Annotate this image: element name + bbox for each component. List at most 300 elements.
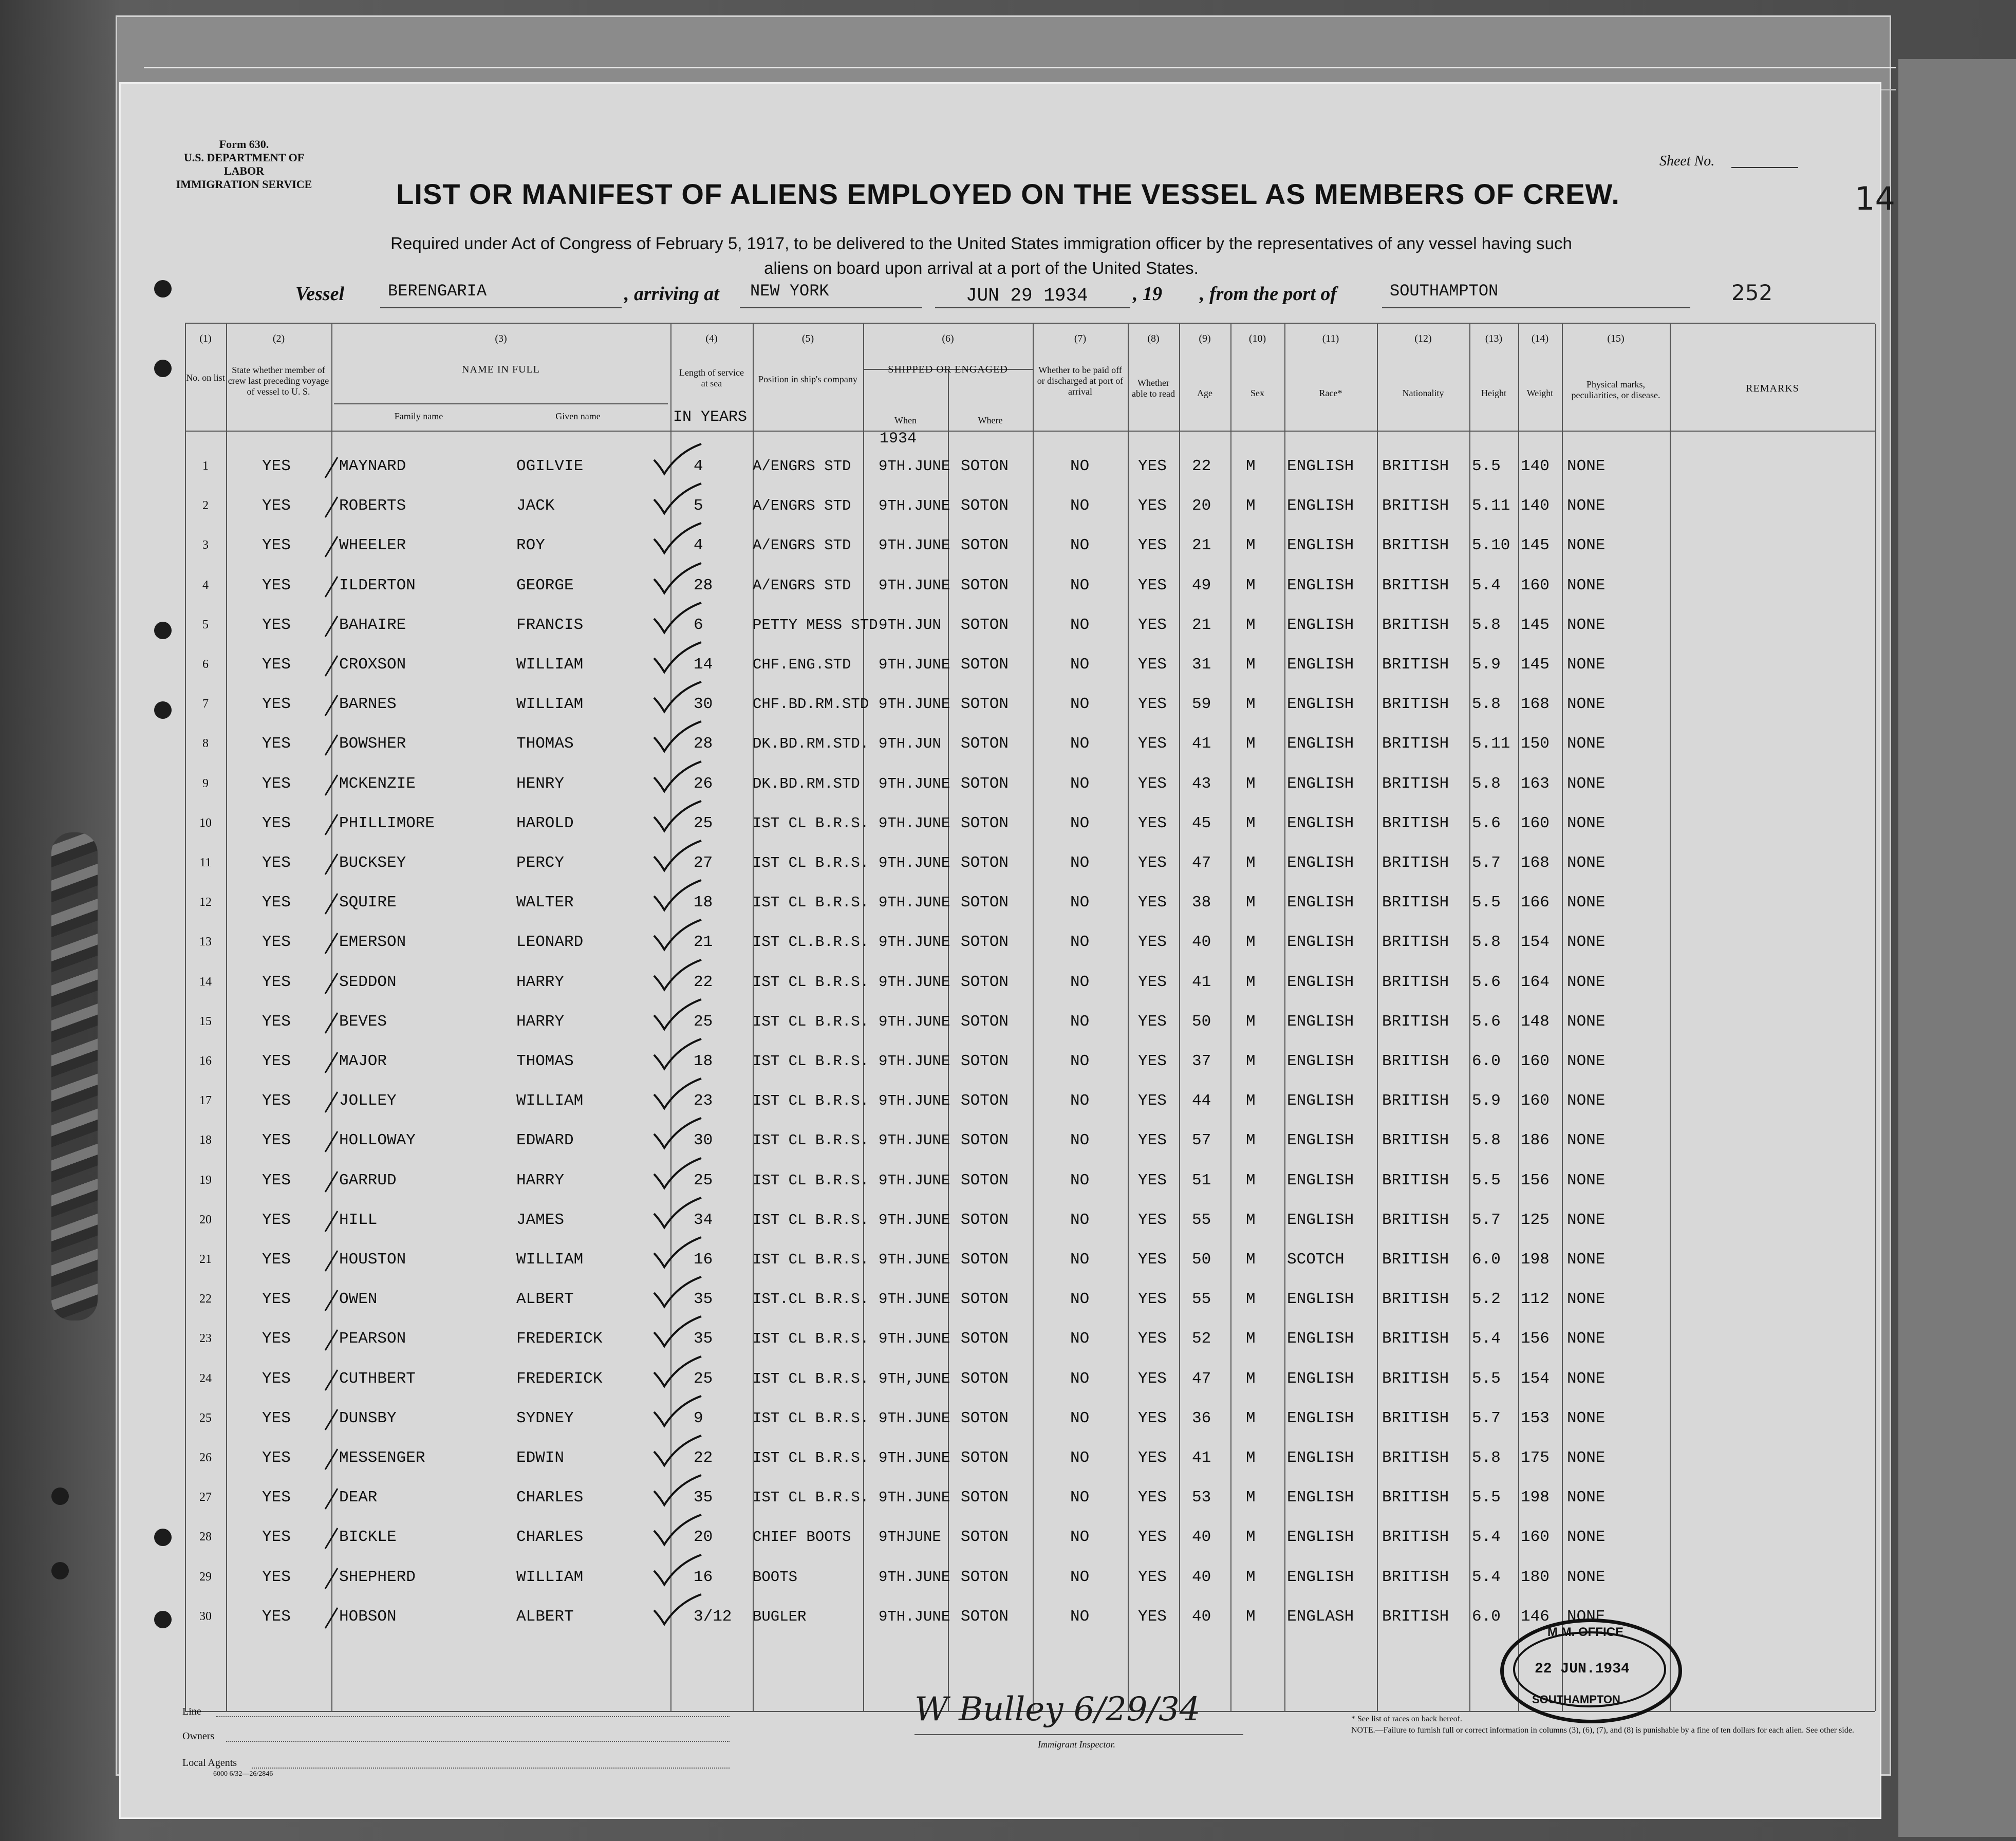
race-cell: ENGLISH (1287, 1052, 1354, 1070)
row-number: 7 (202, 697, 209, 711)
family-name-cell: JOLLEY (339, 1092, 397, 1110)
tally-slash-mark (321, 971, 342, 996)
sex-cell: M (1246, 616, 1256, 634)
given-name-cell: SYDNEY (516, 1409, 574, 1427)
position-cell: A/ENGRS STD (753, 537, 851, 554)
shipped-when-cell: 9TH.JUNE (879, 696, 950, 713)
family-name-cell: HOBSON (339, 1608, 397, 1626)
race-cell: ENGLISH (1287, 1211, 1354, 1229)
service-years-cell: 26 (694, 775, 713, 793)
checkmark-icon (650, 958, 706, 994)
weight-cell: 154 (1521, 933, 1550, 951)
sex-cell: M (1246, 775, 1256, 793)
position-cell: IST CL B.R.S. (753, 1410, 869, 1427)
row-number: 6 (202, 658, 209, 671)
family-name-cell: MAJOR (339, 1052, 387, 1070)
row-number: 22 (199, 1292, 212, 1306)
age-cell: 50 (1192, 1251, 1211, 1269)
checkmark-icon (650, 1473, 706, 1509)
race-cell: ENGLISH (1287, 695, 1354, 713)
header-able-to-read: Whether able to read (1132, 378, 1175, 399)
shipped-year: 1934 (880, 430, 917, 448)
service-years-cell: 35 (694, 1330, 713, 1348)
penalty-note: NOTE.—Failure to furnish full or correct information in columns (3), (6), (7), and (8) is punishable by a fine of ten dollars for each alien. See other side. (1351, 1726, 1854, 1735)
able-to-read-cell: YES (1138, 1489, 1167, 1507)
shipped-where-cell: SOTON (961, 1409, 1009, 1427)
given-name-cell: WILLIAM (516, 656, 584, 674)
given-name-cell: JAMES (516, 1211, 565, 1229)
row-number: 1 (202, 459, 209, 473)
shipped-where-cell: SOTON (961, 1290, 1009, 1308)
weight-cell: 112 (1521, 1290, 1550, 1308)
tally-slash-mark (321, 494, 342, 520)
checkmark-icon (650, 1394, 706, 1430)
row-number: 18 (199, 1133, 212, 1147)
sex-cell: M (1246, 1211, 1256, 1229)
able-to-read-cell: YES (1138, 1013, 1167, 1031)
sex-cell: M (1246, 1290, 1256, 1308)
physical-marks-cell: NONE (1567, 656, 1606, 674)
nationality-cell: BRITISH (1382, 1608, 1449, 1626)
height-cell: 5.8 (1472, 616, 1501, 634)
able-to-read-cell: YES (1138, 854, 1167, 872)
able-to-read-cell: YES (1138, 1568, 1167, 1586)
col-number-2: (2) (272, 333, 285, 344)
sex-cell: M (1246, 1330, 1256, 1348)
age-cell: 47 (1192, 854, 1211, 872)
checkmark-icon (650, 839, 706, 875)
age-cell: 36 (1192, 1409, 1211, 1427)
sex-cell: M (1246, 1171, 1256, 1189)
position-cell: IST CL B.R.S. (753, 815, 869, 832)
race-cell: ENGLISH (1287, 1290, 1354, 1308)
age-cell: 57 (1192, 1131, 1211, 1149)
position-cell: A/ENGRS STD (753, 577, 851, 594)
height-cell: 5.6 (1472, 1013, 1501, 1031)
shipped-when-cell: 9TH.JUNE (879, 854, 950, 871)
shipped-when-cell: 9TH.JUNE (879, 934, 950, 951)
age-cell: 47 (1192, 1370, 1211, 1388)
tally-slash-mark (321, 1566, 342, 1591)
paid-off-cell: NO (1070, 1290, 1090, 1308)
physical-marks-cell: NONE (1567, 735, 1606, 753)
family-name-cell: PEARSON (339, 1330, 406, 1348)
age-cell: 40 (1192, 1608, 1211, 1626)
physical-marks-cell: NONE (1567, 1449, 1606, 1467)
given-name-cell: CHARLES (516, 1528, 584, 1546)
age-cell: 41 (1192, 1449, 1211, 1467)
column-divider (1875, 324, 1876, 1711)
family-name-cell: OWEN (339, 1290, 378, 1308)
able-to-read-cell: YES (1138, 656, 1167, 674)
row-number: 30 (199, 1610, 212, 1623)
service-years-cell: 25 (694, 814, 713, 832)
age-cell: 41 (1192, 973, 1211, 991)
sex-cell: M (1246, 933, 1256, 951)
able-to-read-cell: YES (1138, 1211, 1167, 1229)
physical-marks-cell: NONE (1567, 1370, 1606, 1388)
height-cell: 5.5 (1472, 1370, 1501, 1388)
service-years-cell: 22 (694, 1449, 713, 1467)
shipped-where-cell: SOTON (961, 973, 1009, 991)
nationality-cell: BRITISH (1382, 933, 1449, 951)
paid-off-cell: NO (1070, 616, 1090, 634)
race-cell: ENGLISH (1287, 616, 1354, 634)
tally-slash-mark (321, 1327, 342, 1353)
given-name-cell: WALTER (516, 894, 574, 912)
weight-cell: 145 (1521, 656, 1550, 674)
paid-off-cell: NO (1070, 1330, 1090, 1348)
given-name-cell: CHARLES (516, 1489, 584, 1507)
tally-slash-mark (321, 1526, 342, 1551)
col-number-13: (13) (1485, 333, 1503, 344)
age-cell: 43 (1192, 775, 1211, 793)
given-name-cell: HENRY (516, 775, 565, 793)
tally-slash-mark (321, 574, 342, 600)
shipped-when-cell: 9TH.JUN (879, 735, 941, 752)
service-years-cell: 35 (694, 1489, 713, 1507)
race-cell: ENGLISH (1287, 894, 1354, 912)
family-name-cell: PHILLIMORE (339, 814, 435, 832)
shipped-where-cell: SOTON (961, 1568, 1009, 1586)
nationality-cell: BRITISH (1382, 1449, 1449, 1467)
able-to-read-cell: YES (1138, 1131, 1167, 1149)
weight-cell: 160 (1521, 577, 1550, 594)
checkmark-icon (650, 1037, 706, 1073)
weight-cell: 145 (1521, 616, 1550, 634)
nationality-cell: BRITISH (1382, 1489, 1449, 1507)
position-cell: CHF.ENG.STD (753, 656, 851, 673)
family-name-cell: CROXSON (339, 656, 406, 674)
checkmark-icon (650, 1235, 706, 1271)
race-cell: ENGLISH (1287, 814, 1354, 832)
column-divider (948, 369, 949, 1711)
row-number: 19 (199, 1174, 212, 1187)
height-cell: 5.7 (1472, 854, 1501, 872)
position-cell: PETTY MESS STD (753, 617, 878, 634)
shipped-when-cell: 9TH.JUNE (879, 775, 950, 792)
tally-slash-mark (321, 732, 342, 758)
row-number: 8 (202, 737, 209, 750)
previous-voyage-cell: YES (262, 616, 291, 634)
given-name-cell: FREDERICK (516, 1370, 603, 1388)
family-name-cell: HILL (339, 1211, 378, 1229)
service-years-cell: 16 (694, 1251, 713, 1269)
shipped-when-cell: 9TH.JUNE (879, 497, 950, 514)
service-years-cell: 3/12 (694, 1608, 732, 1626)
sex-cell: M (1246, 1568, 1256, 1586)
tally-slash-mark (321, 812, 342, 838)
paid-off-cell: NO (1070, 536, 1090, 554)
col-number-12: (12) (1414, 333, 1432, 344)
paid-off-cell: NO (1070, 1608, 1090, 1626)
arriving-label: , arriving at (624, 283, 719, 305)
age-cell: 22 (1192, 457, 1211, 475)
previous-voyage-cell: YES (262, 695, 291, 713)
vessel-underline (380, 307, 622, 308)
row-number: 13 (199, 935, 212, 949)
checkmark-icon (650, 1354, 706, 1390)
family-name-cell: SEDDON (339, 973, 397, 991)
previous-voyage-cell: YES (262, 1409, 291, 1427)
stamp-bottom-text: SOUTHAMPTON (1532, 1693, 1620, 1706)
footer-local-agents-label: Local Agents (182, 1757, 237, 1769)
nationality-cell: BRITISH (1382, 616, 1449, 634)
weight-cell: 198 (1521, 1489, 1550, 1507)
able-to-read-cell: YES (1138, 536, 1167, 554)
given-name-cell: ALBERT (516, 1608, 574, 1626)
service-years-cell: 20 (694, 1528, 713, 1546)
row-number: 27 (199, 1491, 212, 1504)
family-name-cell: HOLLOWAY (339, 1131, 416, 1149)
punch-hole (51, 1487, 69, 1505)
physical-marks-cell: NONE (1567, 1528, 1606, 1546)
shipped-where-cell: SOTON (961, 814, 1009, 832)
family-name-cell: BICKLE (339, 1528, 397, 1546)
shipped-where-cell: SOTON (961, 735, 1009, 753)
weight-cell: 140 (1521, 497, 1550, 515)
paid-off-cell: NO (1070, 457, 1090, 475)
footer-print-code: 6000 6/32—26/2846 (213, 1770, 273, 1778)
checkmark-icon (650, 997, 706, 1033)
given-name-cell: FRANCIS (516, 616, 584, 634)
race-cell: ENGLISH (1287, 1131, 1354, 1149)
family-name-cell: ILDERTON (339, 577, 416, 594)
paid-off-cell: NO (1070, 1409, 1090, 1427)
age-cell: 40 (1192, 933, 1211, 951)
family-name-cell: SHEPHERD (339, 1568, 416, 1586)
physical-marks-cell: NONE (1567, 1330, 1606, 1348)
sex-cell: M (1246, 894, 1256, 912)
shipped-when-cell: 9TH.JUN (879, 617, 941, 634)
header-in-years: IN YEARS (673, 408, 748, 426)
form-subtitle (267, 231, 1695, 281)
shipped-where-cell: SOTON (961, 1528, 1009, 1546)
checkmark-icon (650, 601, 706, 637)
position-cell: CHF.BD.RM.STD (753, 696, 869, 713)
weight-cell: 175 (1521, 1449, 1550, 1467)
weight-cell: 125 (1521, 1211, 1550, 1229)
service-years-cell: 25 (694, 1013, 713, 1031)
height-cell: 5.10 (1472, 536, 1510, 554)
race-cell: ENGLISH (1287, 1092, 1354, 1110)
shipped-when-cell: 9TH.JUNE (879, 1291, 950, 1308)
race-cell: ENGLISH (1287, 536, 1354, 554)
sex-cell: M (1246, 854, 1256, 872)
name-subheader-line (334, 403, 668, 404)
family-name-cell: DUNSBY (339, 1409, 397, 1427)
physical-marks-cell: NONE (1567, 1131, 1606, 1149)
column-divider (1469, 324, 1470, 1711)
physical-marks-cell: NONE (1567, 1171, 1606, 1189)
able-to-read-cell: YES (1138, 1171, 1167, 1189)
header-given-name: Given name (555, 411, 601, 421)
column-divider (1230, 324, 1231, 1711)
position-cell: IST CL B.R.S. (753, 1330, 869, 1347)
arrival-date: JUN 29 1934 (966, 285, 1088, 306)
given-name-cell: WILLIAM (516, 1568, 584, 1586)
column-divider (1670, 324, 1671, 1711)
position-cell: A/ENGRS STD (753, 497, 851, 514)
row-number: 23 (199, 1332, 212, 1345)
service-years-cell: 21 (694, 933, 713, 951)
family-name-cell: SQUIRE (339, 894, 397, 912)
sex-cell: M (1246, 1449, 1256, 1467)
able-to-read-cell: YES (1138, 814, 1167, 832)
sex-cell: M (1246, 1092, 1256, 1110)
column-divider (1179, 324, 1180, 1711)
shipped-where-cell: SOTON (961, 1608, 1009, 1626)
weight-cell: 148 (1521, 1013, 1550, 1031)
sex-cell: M (1246, 1052, 1256, 1070)
position-cell: A/ENGRS STD (753, 458, 851, 475)
row-number: 3 (202, 538, 209, 552)
paid-off-cell: NO (1070, 1052, 1090, 1070)
service-years-cell: 4 (694, 457, 703, 475)
shipped-when-cell: 9TH.JUNE (879, 577, 950, 594)
row-number: 16 (199, 1054, 212, 1068)
given-name-cell: GEORGE (516, 577, 574, 594)
paid-off-cell: NO (1070, 497, 1090, 515)
checkmark-icon (650, 799, 706, 835)
checkmark-icon (650, 640, 706, 676)
able-to-read-cell: YES (1138, 894, 1167, 912)
nationality-cell: BRITISH (1382, 775, 1449, 793)
able-to-read-cell: YES (1138, 1251, 1167, 1269)
nationality-cell: BRITISH (1382, 1528, 1449, 1546)
table-top-border (185, 323, 1875, 324)
physical-marks-cell: NONE (1567, 1409, 1606, 1427)
checkmark-icon (650, 1314, 706, 1350)
race-cell: ENGLISH (1287, 1370, 1354, 1388)
checkmark-icon (650, 1592, 706, 1628)
header-family-name: Family name (394, 411, 443, 421)
race-cell: ENGLISH (1287, 933, 1354, 951)
position-cell: IST CL B.R.S. (753, 1132, 869, 1149)
header-physical-marks: Physical marks, peculiarities, or disease. (1571, 379, 1660, 400)
checkmark-icon (650, 481, 706, 517)
checkmark-icon (650, 561, 706, 597)
header-name-in-full: NAME IN FULL (462, 364, 540, 375)
position-cell: IST CL B.R.S. (753, 854, 869, 871)
col-number-3: (3) (495, 333, 507, 344)
footer-local-agents-field (252, 1768, 730, 1769)
row-number: 24 (199, 1372, 212, 1385)
shipped-where-cell: SOTON (961, 1171, 1009, 1189)
service-years-cell: 25 (694, 1370, 713, 1388)
col-number-14: (14) (1531, 333, 1549, 344)
sex-cell: M (1246, 536, 1256, 554)
tally-slash-mark (321, 891, 342, 917)
race-cell: ENGLISH (1287, 775, 1354, 793)
previous-voyage-cell: YES (262, 656, 291, 674)
position-cell: IST CL.B.R.S. (753, 934, 869, 951)
inspector-signature: W Bulley 6/29/34 (914, 1690, 1201, 1728)
paid-off-cell: NO (1070, 1251, 1090, 1269)
family-name-cell: GARRUD (339, 1171, 397, 1189)
col-number-9: (9) (1199, 333, 1211, 344)
shipped-where-cell: SOTON (961, 775, 1009, 793)
from-port: SOUTHAMPTON (1390, 282, 1499, 301)
race-cell: ENGLISH (1287, 973, 1354, 991)
race-cell: ENGLISH (1287, 577, 1354, 594)
nationality-cell: BRITISH (1382, 1171, 1449, 1189)
service-years-cell: 22 (694, 973, 713, 991)
service-years-cell: 18 (694, 1052, 713, 1070)
service-years-cell: 14 (694, 656, 713, 674)
tally-slash-mark (321, 772, 342, 798)
tally-slash-mark (321, 1050, 342, 1075)
height-cell: 5.8 (1472, 1131, 1501, 1149)
tally-slash-mark (321, 1446, 342, 1472)
family-name-cell: BAHAIRE (339, 616, 406, 634)
nationality-cell: BRITISH (1382, 457, 1449, 475)
family-name-cell: MCKENZIE (339, 775, 416, 793)
checkmark-icon (650, 759, 706, 795)
checkmark-icon (650, 878, 706, 914)
height-cell: 5.5 (1472, 1171, 1501, 1189)
header-length-of-service: Length of service at sea (679, 367, 744, 388)
shipped-when-cell: 9THJUNE (879, 1529, 941, 1546)
col-number-11: (11) (1322, 333, 1339, 344)
shipped-when-cell: 9TH.JUNE (879, 1251, 950, 1268)
paid-off-cell: NO (1070, 1370, 1090, 1388)
given-name-cell: HARRY (516, 1171, 565, 1189)
tally-slash-mark (321, 1605, 342, 1631)
position-cell: IST CL B.R.S. (753, 1370, 869, 1387)
shipped-when-cell: 9TH.JUNE (879, 1608, 950, 1625)
service-years-cell: 30 (694, 695, 713, 713)
physical-marks-cell: NONE (1567, 1608, 1606, 1626)
header-position: Position in ship's company (758, 374, 857, 384)
position-cell: IST CL B.R.S. (753, 1251, 869, 1268)
shipped-when-cell: 9TH.JUNE (879, 656, 950, 673)
physical-marks-cell: NONE (1567, 616, 1606, 634)
service-years-cell: 27 (694, 854, 713, 872)
weight-cell: 154 (1521, 1370, 1550, 1388)
able-to-read-cell: YES (1138, 1370, 1167, 1388)
physical-marks-cell: NONE (1567, 973, 1606, 991)
able-to-read-cell: YES (1138, 1449, 1167, 1467)
header-race: Race* (1319, 388, 1342, 398)
nationality-cell: BRITISH (1382, 1131, 1449, 1149)
paid-off-cell: NO (1070, 854, 1090, 872)
shipped-where-cell: SOTON (961, 1330, 1009, 1348)
weight-cell: 156 (1521, 1171, 1550, 1189)
column-divider (1377, 324, 1378, 1711)
age-cell: 50 (1192, 1013, 1211, 1031)
header-when: When (894, 415, 917, 425)
able-to-read-cell: YES (1138, 1528, 1167, 1546)
vessel-label: Vessel (295, 283, 344, 305)
sex-cell: M (1246, 1251, 1256, 1269)
form-title: LIST OR MANIFEST OF ALIENS EMPLOYED ON THE VESSEL AS MEMBERS OF CREW. (396, 178, 1620, 210)
sex-cell: M (1246, 1131, 1256, 1149)
race-cell: ENGLISH (1287, 1449, 1354, 1467)
shipped-when-cell: 9TH.JUNE (879, 1132, 950, 1149)
shipped-where-cell: SOTON (961, 1211, 1009, 1229)
shipped-when-cell: 9TH.JUNE (879, 1569, 950, 1586)
tally-slash-mark (321, 1367, 342, 1393)
arriving-underline (740, 307, 922, 308)
height-cell: 5.4 (1472, 1528, 1501, 1546)
col-number-15: (15) (1607, 333, 1625, 344)
age-cell: 55 (1192, 1290, 1211, 1308)
shipped-where-cell: SOTON (961, 854, 1009, 872)
physical-marks-cell: NONE (1567, 1013, 1606, 1031)
paid-off-cell: NO (1070, 1131, 1090, 1149)
tally-slash-mark (321, 1089, 342, 1115)
